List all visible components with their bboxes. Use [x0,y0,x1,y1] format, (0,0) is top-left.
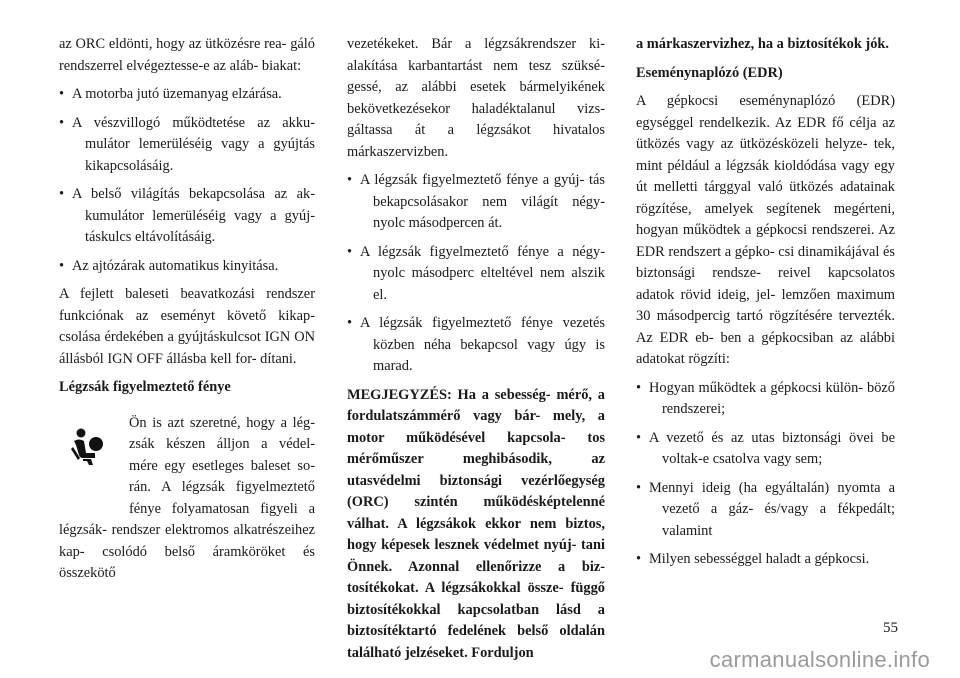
list-item: • A motorba jutó üzemanyag elzárása. [59,84,315,106]
column-3 [636,34,895,578]
list-item: • A vezető és az utas biztonsági övei be voltak-e csatolva vagy sem; [636,428,895,471]
list-item: • Az ajtózárak automatikus kinyitása. [59,256,315,278]
airbag-warning-block [59,413,315,585]
list-item: • A légzsák figyelmeztető fénye vezetés közben néha bekapcsol vagy úgy is marad. [347,313,605,378]
column-2 [347,34,605,671]
col3-bullet-list [636,378,895,571]
list-item: • A légzsák figyelmeztető fénye a négy- nyolc másodperc elteltével nem alszik el. [347,242,605,307]
page-number: 55 [883,620,898,636]
airbag-light-heading: Légzsák figyelmeztető fénye [59,379,231,395]
note-continuation: a márkaszervizhez, ha a biztosítékok jók. [636,36,890,52]
edr-heading: Eseménynaplózó (EDR) [636,64,783,81]
list-item: • Mennyi ideig (ha egyáltalán) nyomta a vezető a gáz- és/vagy a fékpedált; valamint [636,478,895,543]
airbag-warning-icon [59,413,125,503]
column-1 [59,34,315,592]
col2-intro: vezetékeket. Bár a légzsákrendszer ki- alakítása karbantartást nem tesz szüksé- gessé, az alábbi esetek bármelyikének bekövetkezésekor haladéktalanul vizs- gáltassa át a légzsákot hivatalos márkaszervizben. [347,36,605,160]
edr-paragraph: A gépkocsi eseménynaplózó (EDR) egységgel rendelkezik. Az EDR fő célja az ütközés vagy az ütközésközeli helyze- tek, mint például a légzsák kioldódása vagy egy út melletti tárggyal való ütközés adatainak rögzítése, amelyek segítenek megérteni, hogyan működtek a gépkocsi rendszerei. Az EDR rendszert a gépko- csi dinamikájával és biztonsági rendsze- reivel kapcsolatos adatok rövid ideig, jel- lemzően maximum 30 másodpercig tartó rögzítésére tervezték. Az EDR eb- ben a gépkocsiban az alábbi adatokat rögzíti: [636,93,895,367]
list-item: • Milyen sebességgel haladt a gépkocsi. [636,549,895,571]
list-item: • Hogyan működtek a gépkocsi külön- böző rendszerei; [636,378,895,421]
col1-bullet-list [59,84,315,277]
list-item: • A belső világítás bekapcsolása az ak- kumulátor lemerüléséig vagy a gyúj- táskulcs eltávolításáig. [59,184,315,249]
col2-bullet-list [347,170,605,378]
col1-paragraph: A fejlett baleseti beavatkozási rendszer funkciónak az eseményt követő kikap- csolása érdekében a gyújtáskulcsot IGN ON állásból IGN OFF állásba kell for- dítani. [59,286,315,367]
list-item: • A vészvillogó működtetése az akku- mulátor lemerüléséig vagy a gyújtás kikapcsolásáig. [59,113,315,178]
watermark: carmanualsonline.info [709,647,930,672]
list-item: • A légzsák figyelmeztető fénye a gyúj- tás bekapcsolásakor nem világít négy- nyolc másodpercen át. [347,170,605,235]
col1-intro: az ORC eldönti, hogy az ütközésre rea- gáló rendszerrel elvégeztesse-e az aláb- biakat: [59,36,315,74]
note-paragraph: MEGJEGYZÉS: Ha a sebesség- mérő, a fordulatszámmérő vagy bár- mely, a motor működésével kapcsola- tos mérőműszer meghibásodik, az utasvédelmi biztonsági vezérlőegység (ORC) szintén működésképtelenné válhat. A légzsákok ekkor nem biztos, hogy képesek lesznek védelmet nyúj- tani Önnek. Azonnal ellenőrizze a biz- tosítékokat. A légzsákokkal össze- függő biztosítékokkal kapcsolatban lásd a biztosítéktartó fedelének belső oldalán található jelzéseket. Forduljon [347,386,605,661]
airbag-warning-text: Ön is azt szeretné, hogy a lég- zsák készen álljon a védel- mére egy esetleges baleset so- rán. A légzsák figyelmeztető fénye folyamatosan figyeli a légzsák- rendszer elektromos alkatrészeihez kap- csolódó belső áramköröket és összekötő [59,414,315,581]
